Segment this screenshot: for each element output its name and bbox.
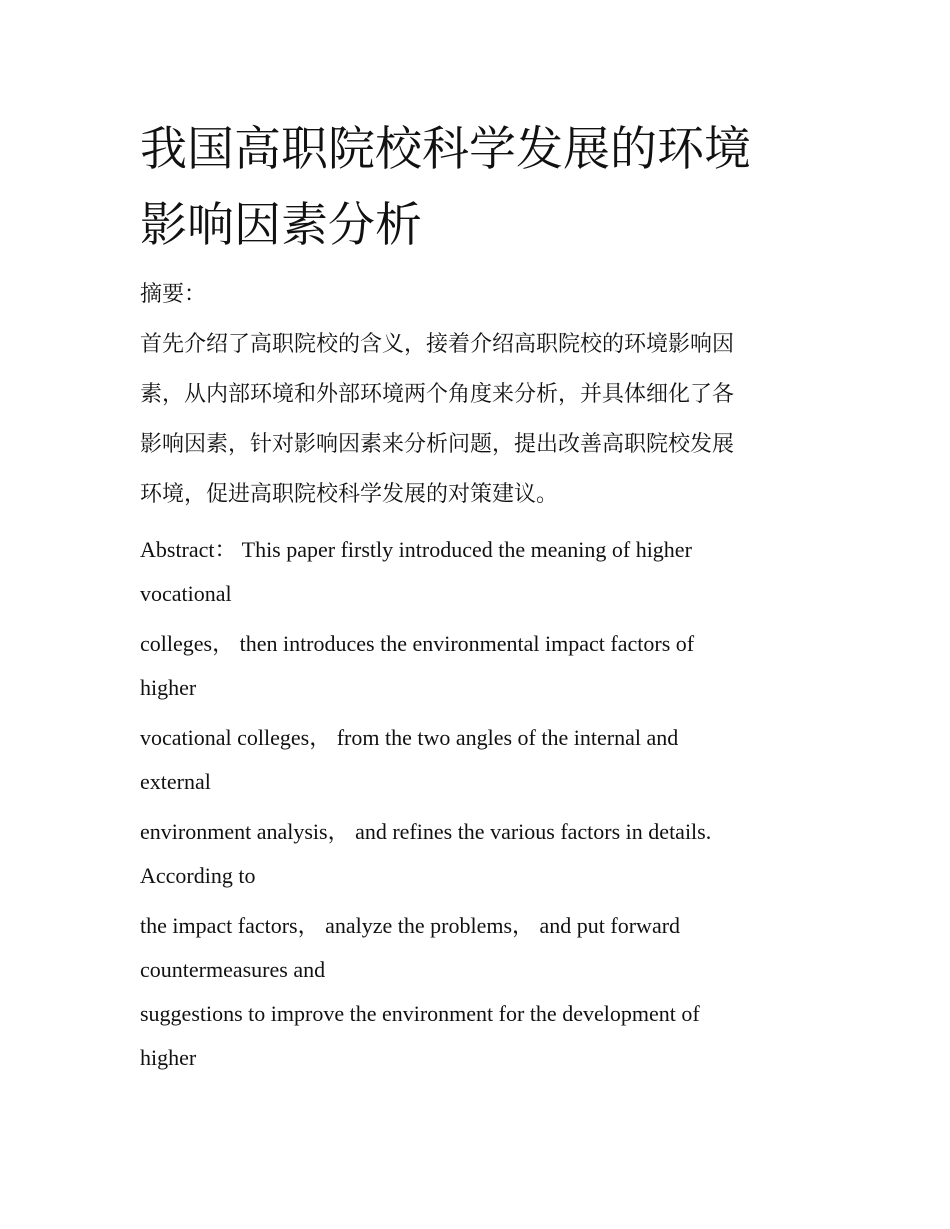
document-title xyxy=(140,112,820,264)
abstract-label: 摘要： xyxy=(140,282,207,307)
english-abstract-line: Abstract： This paper firstly introduced the meaning of higher xyxy=(140,537,692,562)
chinese-abstract-line: 首先介绍了高职院校的含义，接着介绍高职院校的环境影响因 xyxy=(140,332,735,357)
english-abstract-line: higher xyxy=(140,675,197,700)
english-abstract-line: the impact factors， analyze the problems， and put forward xyxy=(140,913,681,938)
english-abstract-line: countermeasures and xyxy=(140,957,326,982)
chinese-abstract xyxy=(140,320,820,520)
english-abstract-line: colleges， then introduces the environmental impact factors of xyxy=(140,631,695,656)
english-abstract xyxy=(140,528,820,1080)
document-body xyxy=(140,112,820,1080)
title-line: 影响因素分析 xyxy=(140,198,422,253)
english-abstract-line: suggestions to improve the environment for the development of xyxy=(140,1001,700,1026)
chinese-abstract-line: 环境，促进高职院校科学发展的对策建议。 xyxy=(140,482,559,507)
english-abstract-line: external xyxy=(140,769,211,794)
english-abstract-line: vocational xyxy=(140,581,232,606)
english-abstract-line: higher xyxy=(140,1045,197,1070)
chinese-abstract-line: 影响因素，针对影响因素来分析问题，提出改善高职院校发展 xyxy=(140,432,735,457)
english-abstract-line: environment analysis， and refines the various factors in details. xyxy=(140,819,712,844)
english-abstract-line: According to xyxy=(140,863,256,888)
title-line: 我国高职院校科学发展的环境 xyxy=(140,122,751,177)
english-abstract-line: vocational colleges， from the two angles of the internal and xyxy=(140,725,679,750)
chinese-abstract-line: 素，从内部环境和外部环境两个角度来分析，并具体细化了各 xyxy=(140,382,735,407)
